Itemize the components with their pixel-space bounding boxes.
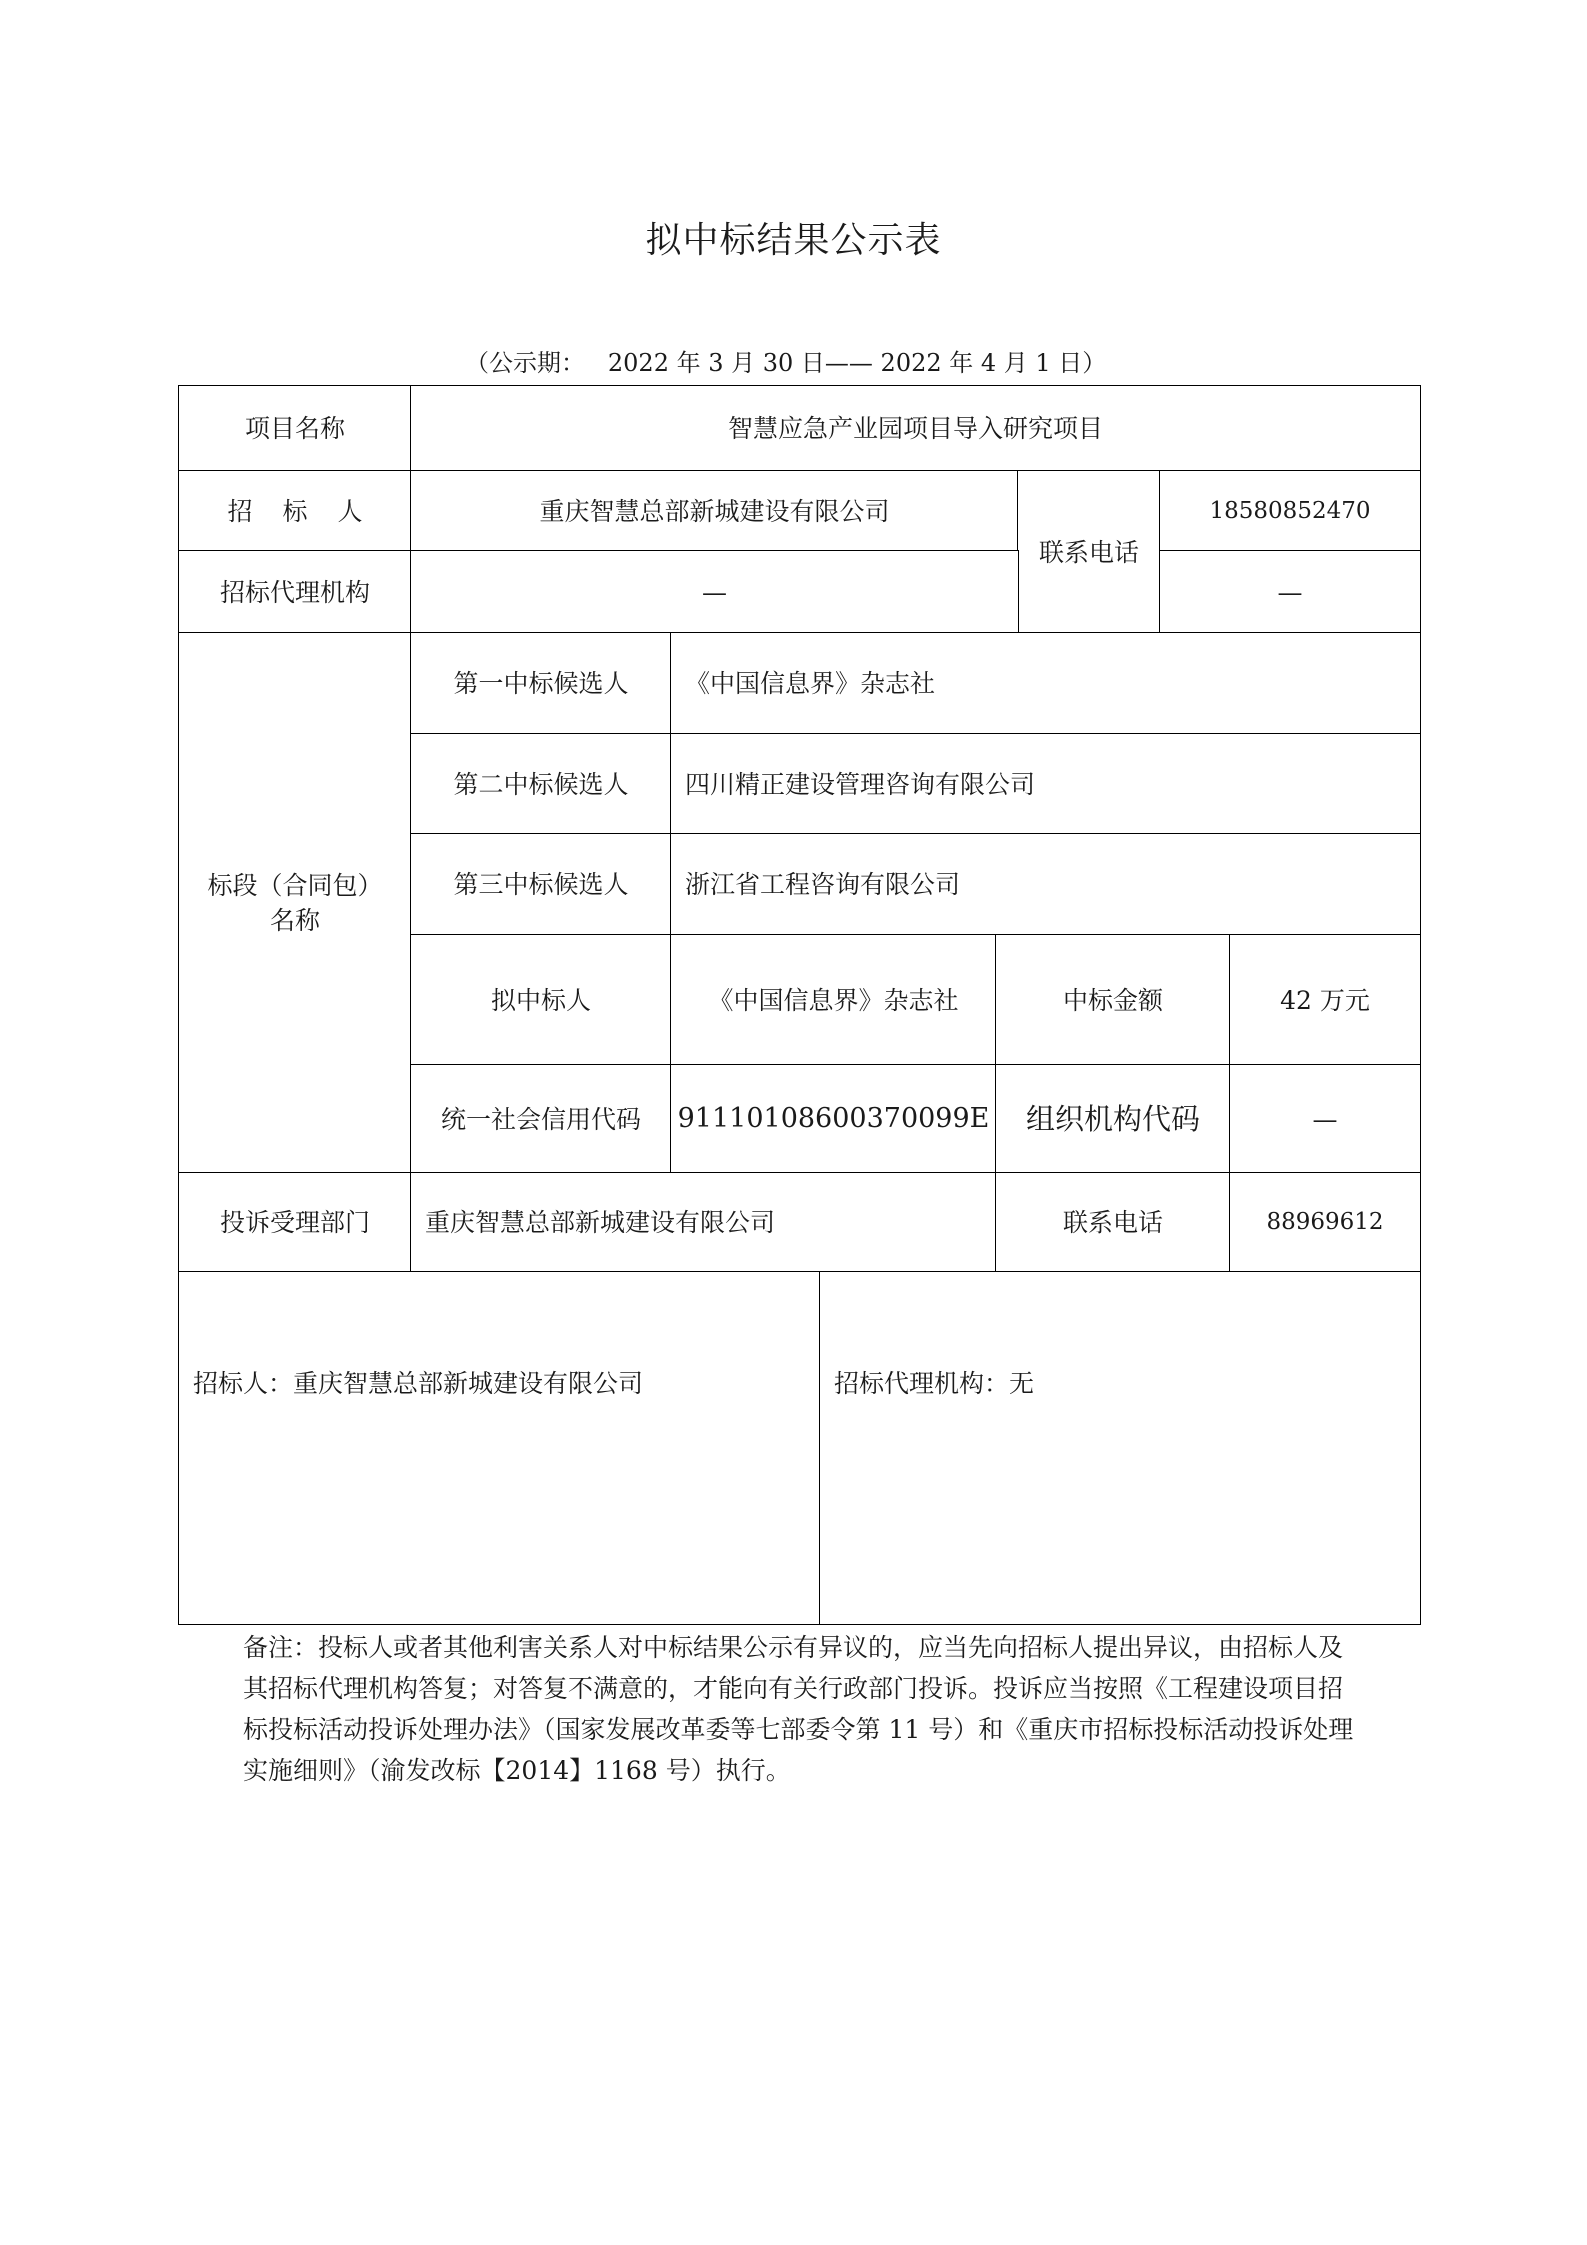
remarks-note: 备注：投标人或者其他利害关系人对中标结果公示有异议的，应当先向招标人提出异议，由招标人及其招标代理机构答复；对答复不满意的，才能向有关行政部门投诉。投诉应当按照《工程建设项目招标投标活动投诉处理办法》（国家发展改革委等七部委令第 11 号）和《重庆市招标投标活动投诉处理实施细则》（渝发改标【2014】1168 号）执行。 bbox=[243, 1633, 1354, 1785]
complaint-phone-value: 88969612 bbox=[1229, 1172, 1421, 1273]
candidate-3-label: 第三中标候选人 bbox=[410, 833, 672, 936]
publicity-period: （公示期： 2022 年 3 月 30 日—— 2022 年 4 月 1 日） bbox=[465, 349, 1107, 377]
org-code-value: — bbox=[1229, 1064, 1421, 1174]
candidate-2-label: 第二中标候选人 bbox=[410, 733, 672, 835]
candidate-3-value: 浙江省工程咨询有限公司 bbox=[670, 833, 1421, 936]
complaint-phone-label: 联系电话 bbox=[995, 1172, 1231, 1273]
credit-code-value: 91110108600370099E bbox=[670, 1064, 997, 1174]
tenderer-value: 重庆智慧总部新城建设有限公司 bbox=[410, 470, 1019, 552]
credit-code-label: 统一社会信用代码 bbox=[410, 1064, 672, 1174]
page-title: 拟中标结果公示表 bbox=[645, 220, 942, 261]
agency-phone: — bbox=[1159, 550, 1421, 634]
complaint-dept-value: 重庆智慧总部新城建设有限公司 bbox=[410, 1172, 997, 1273]
candidate-1-value: 《中国信息界》杂志社 bbox=[670, 632, 1421, 735]
signature-tenderer: 招标人：重庆智慧总部新城建设有限公司 bbox=[178, 1271, 821, 1625]
candidate-1-label: 第一中标候选人 bbox=[410, 632, 672, 735]
amount-value: 42 万元 bbox=[1229, 934, 1421, 1066]
candidate-2-value: 四川精正建设管理咨询有限公司 bbox=[670, 733, 1421, 835]
contact-phone-label: 联系电话 bbox=[1017, 470, 1161, 634]
winner-value: 《中国信息界》杂志社 bbox=[670, 934, 997, 1066]
project-name-value: 智慧应急产业园项目导入研究项目 bbox=[410, 385, 1421, 472]
complaint-dept-label: 投诉受理部门 bbox=[178, 1172, 412, 1273]
tenderer-phone: 18580852470 bbox=[1159, 470, 1421, 552]
winner-label: 拟中标人 bbox=[410, 934, 672, 1066]
project-name-label: 项目名称 bbox=[178, 385, 412, 472]
section-label: 标段（合同包）名称 bbox=[178, 632, 412, 1174]
signature-agency: 招标代理机构：无 bbox=[819, 1271, 1421, 1625]
org-code-label: 组织机构代码 bbox=[995, 1064, 1231, 1174]
agency-value: — bbox=[410, 550, 1019, 634]
agency-label: 招标代理机构 bbox=[178, 550, 412, 634]
tenderer-label: 招标人 bbox=[178, 470, 412, 552]
amount-label: 中标金额 bbox=[995, 934, 1231, 1066]
